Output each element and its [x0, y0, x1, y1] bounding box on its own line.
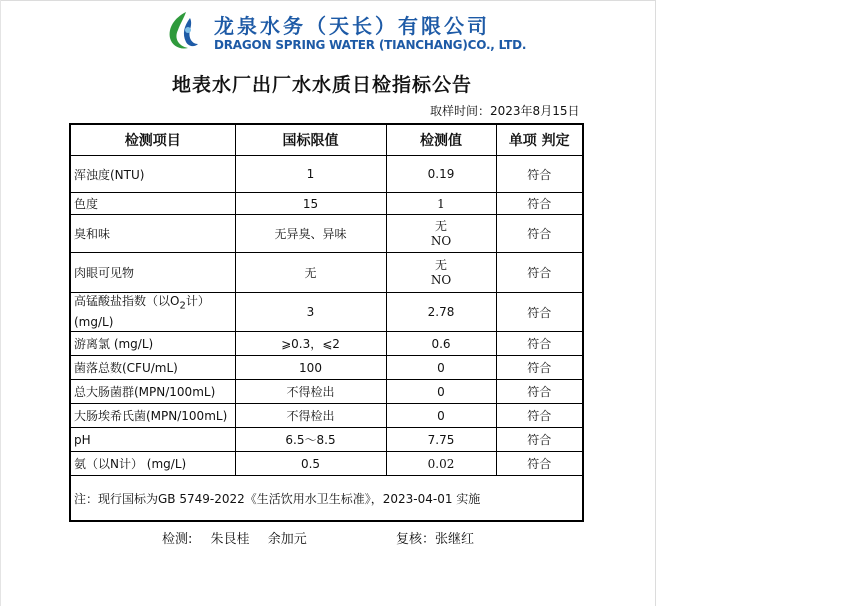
standard-note: 注：现行国标为GB 5749-2022《生活饮用水卫生标准》，2023-04-01 实施 — [70, 476, 583, 522]
header-verdict: 单项 判定 — [496, 124, 583, 156]
header-value: 检测值 — [386, 124, 496, 156]
top-border — [0, 0, 655, 1]
item-cell: 氨（以N计） (mg/L) — [70, 452, 235, 476]
note-row — [70, 476, 583, 522]
reviewer-name: 张继红 — [435, 532, 475, 547]
table-row — [70, 404, 583, 428]
item-cell: 总大肠菌群(MPN/100mL) — [70, 380, 235, 404]
inspector-name: 朱艮桂 — [210, 532, 250, 547]
table-row — [70, 356, 583, 380]
report-title: 地表水厂出厂水水质日检指标公告 — [172, 74, 473, 96]
sampling-label: 取样时间： — [430, 104, 491, 118]
verdict-cell: 符合 — [496, 428, 583, 452]
item-subscript: 2 — [179, 300, 186, 312]
right-border — [655, 0, 656, 606]
header-item: 检测项目 — [70, 124, 235, 156]
limit-cell: 3 — [235, 293, 386, 332]
company-name-en: DRAGON SPRING WATER (TIANCHANG)CO., LTD. — [214, 38, 527, 52]
value-cn: 无 — [434, 218, 447, 233]
inspect-label: 检测: — [162, 532, 193, 547]
review-label: 复核： — [396, 532, 436, 547]
left-border — [0, 0, 1, 606]
company-logo-icon — [166, 10, 202, 52]
item-text-c: (mg/L) — [74, 315, 114, 330]
value-en: NO — [430, 272, 452, 287]
verdict-cell: 符合 — [496, 356, 583, 380]
value-cn: 无 — [434, 257, 447, 272]
limit-cell: 100 — [235, 356, 386, 380]
verdict-cell: 符合 — [496, 293, 583, 332]
table-row — [70, 428, 583, 452]
item-cell — [70, 293, 235, 332]
verdict-cell: 符合 — [496, 193, 583, 215]
value-cell: 0 — [386, 356, 496, 380]
verdict-cell: 符合 — [496, 215, 583, 253]
value-cell — [386, 253, 496, 293]
sampling-time — [430, 102, 579, 119]
limit-cell: 6.5～8.5 — [235, 428, 386, 452]
limit-cell: 1 — [235, 156, 386, 193]
table-row — [70, 156, 583, 193]
limit-cell: 无异臭、异味 — [235, 215, 386, 253]
verdict-cell: 符合 — [496, 253, 583, 293]
item-text-a: 高锰酸盐指数（以O — [74, 294, 180, 308]
value-cell: 0 — [386, 404, 496, 428]
value-cell: 7.75 — [386, 428, 496, 452]
reviewer — [396, 528, 474, 547]
table-row — [70, 293, 583, 332]
table-row — [70, 215, 583, 253]
value-cell: 0.19 — [386, 156, 496, 193]
limit-cell: ⩾0.3，⩽2 — [235, 332, 386, 356]
verdict-cell: 符合 — [496, 156, 583, 193]
table-row — [70, 452, 583, 476]
verdict-cell: 符合 — [496, 452, 583, 476]
item-cell: 色度 — [70, 193, 235, 215]
header-limit: 国标限值 — [235, 124, 386, 156]
table-row — [70, 193, 583, 215]
item-text-b: 计） — [185, 294, 210, 308]
item-cell: 肉眼可见物 — [70, 253, 235, 293]
value-cell — [386, 215, 496, 253]
item-cell: 臭和味 — [70, 215, 235, 253]
sampling-date: 2023年8月15日 — [490, 104, 580, 118]
item-cell: 游离氯 (mg/L) — [70, 332, 235, 356]
verdict-cell: 符合 — [496, 404, 583, 428]
water-quality-table — [69, 123, 584, 522]
value-cell: 2.78 — [386, 293, 496, 332]
limit-cell: 15 — [235, 193, 386, 215]
item-cell: 菌落总数(CFU/mL) — [70, 356, 235, 380]
item-cell: 大肠埃希氏菌(MPN/100mL) — [70, 404, 235, 428]
inspector-name: 余加元 — [267, 532, 307, 547]
limit-cell: 0.5 — [235, 452, 386, 476]
value-cell: 0 — [386, 380, 496, 404]
item-cell: 浑浊度(NTU) — [70, 156, 235, 193]
value-cell: 0.6 — [386, 332, 496, 356]
inspectors — [162, 528, 321, 547]
limit-cell: 不得检出 — [235, 380, 386, 404]
item-cell: pH — [70, 428, 235, 452]
company-name-cn: 龙泉水务（天长）有限公司 — [214, 14, 490, 38]
table-row — [70, 380, 583, 404]
value-cell: 1 — [386, 193, 496, 215]
table-row — [70, 332, 583, 356]
table-header-row — [70, 124, 583, 156]
limit-cell: 无 — [235, 253, 386, 293]
value-en: NO — [430, 233, 452, 248]
table-row — [70, 253, 583, 293]
verdict-cell: 符合 — [496, 380, 583, 404]
verdict-cell: 符合 — [496, 332, 583, 356]
limit-cell: 不得检出 — [235, 404, 386, 428]
value-cell: 0.02 — [386, 452, 496, 476]
